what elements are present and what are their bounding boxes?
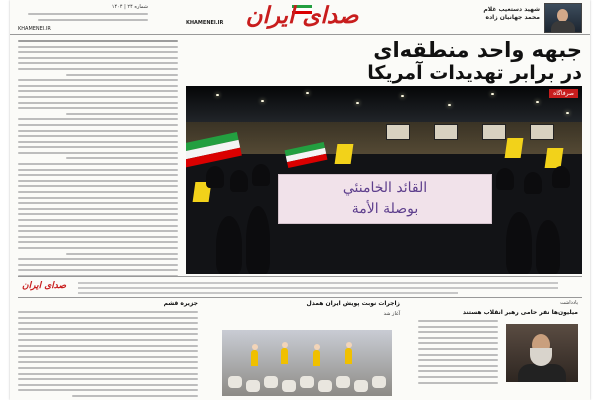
wall-portrait [482,124,506,140]
text-line [18,384,198,386]
text-line [18,40,178,42]
ceiling-light [356,102,359,104]
text-line [18,208,178,210]
yellow-flag-icon [335,144,354,164]
text-line [18,247,178,249]
ceiling-light [566,112,569,114]
text-line [18,130,178,132]
text-line [418,326,498,328]
person-figure [313,350,320,366]
text-line [418,365,498,367]
issue-info: شماره ۲۴ | ۱۴۰۴ [111,4,148,10]
person-figure [281,348,288,364]
banner-line-1: القائد الخامنئي [342,180,428,196]
martyr-portrait [544,3,582,33]
website-label: KHAMENEI.IR [186,20,224,26]
text-line [72,395,198,397]
headline-line-1: جبهه واحد منطقه‌ای [373,38,582,62]
aid-package [318,380,332,392]
ceiling-light [401,95,404,97]
caption-line [78,292,458,294]
masthead-info [18,4,148,24]
text-line [18,264,178,266]
article-subtitle: آغاز شد [383,311,400,317]
crowd-figure [246,206,270,274]
text-line [18,102,178,104]
text-line [18,79,178,81]
text-line [18,68,178,70]
tribute-title: محمد جهانیان زاده [485,14,540,21]
person-figure [345,348,352,364]
ceiling-light [536,101,539,103]
aid-package [282,380,296,392]
text-line [18,373,198,375]
ceiling-light [306,92,309,94]
text-line [18,361,198,363]
ceiling-light [261,100,264,102]
main-headline [182,38,582,85]
caption-line [78,287,558,289]
main-photo [186,86,582,274]
aid-package [264,376,278,388]
crowd-figure [552,166,570,188]
text-line [18,225,178,227]
article-title: میلیون‌ها نفر حامی رهبر انقلاب هستند [462,309,578,316]
text-line [18,62,178,64]
person-figure [251,350,258,366]
ceiling-light [491,93,494,95]
text-line [18,185,178,187]
cleric-portrait [506,324,578,382]
text-line [18,152,178,154]
text-line [18,202,178,204]
protest-banner [278,174,492,224]
text-line [66,157,178,159]
photo-ceiling [186,86,582,126]
text-line [18,350,198,352]
text-line [18,322,198,324]
masthead [10,0,590,35]
text-line [18,90,178,92]
text-line [18,163,178,165]
article-kicker: یادداشت [560,300,578,306]
text-line [18,219,178,221]
text-line [18,356,198,358]
wall-portrait [530,124,554,140]
text-line [18,174,178,176]
text-line [18,124,178,126]
text-line [18,258,178,260]
text-line [18,57,178,59]
text-line [66,113,178,115]
caption-strip [18,276,582,298]
text-line [18,389,198,391]
article-title: زاجرات نوبت پویش ایران همدل [306,300,400,307]
text-line [18,367,198,369]
crowd-figure [252,164,270,186]
left-article-column [18,40,178,272]
text-line [18,328,198,330]
text-line [18,107,178,109]
crowd-figure [230,170,248,192]
text-line [18,135,178,137]
text-line [66,74,178,76]
text-line [418,354,498,356]
text-line [18,146,178,148]
aid-package [228,376,242,388]
text-line [418,348,498,350]
text-line [18,169,178,171]
wall-portrait [386,124,410,140]
social-handle: KHAMENEI.IR [18,26,51,32]
masthead-tribute [460,6,540,22]
article-body [418,320,498,384]
aid-package [300,376,314,388]
yellow-flag-icon [505,138,524,158]
newspaper-logo [232,2,372,32]
photo-tag: صرفاگاه [549,89,578,98]
text-line [18,180,178,182]
crowd-figure [206,166,224,188]
text-line [18,333,198,335]
strip-logo: صدای ایران [22,281,67,291]
aid-package [246,380,260,392]
article-title: جزیره قشم [163,300,198,307]
text-line [18,191,178,193]
portrait-garb [551,21,575,32]
logo-text: صدای ایران [245,2,359,29]
text-line [18,236,178,238]
text-line [18,46,178,48]
text-line [418,382,498,384]
newspaper-page [10,0,590,400]
text-line [18,230,178,232]
caption-line [78,282,558,284]
text-line [18,96,178,98]
crowd-figure [216,216,242,274]
text-line [18,51,178,53]
aid-package [336,376,350,388]
text-line [18,197,178,199]
text-line [18,85,178,87]
bottom-left-column [18,300,198,400]
crowd-figure [536,220,560,274]
aid-package [372,376,386,388]
text-line [418,331,498,333]
banner-line-2: بوصلة الأمة [351,201,419,217]
text-line [18,269,178,271]
text-line [18,378,198,380]
bottom-section [18,300,582,400]
text-line [18,317,198,319]
text-line [66,253,178,255]
tribute-kicker: شهید دستغیب غلام [483,6,540,13]
info-line [28,13,148,15]
text-line [18,311,198,313]
yellow-flag-icon [545,148,564,168]
text-line [18,141,178,143]
info-line [38,19,148,21]
text-line [18,339,198,341]
text-line [418,376,498,378]
crowd-figure [524,172,542,194]
aid-package [354,380,368,392]
text-line [18,241,178,243]
wall-portrait [434,124,458,140]
ceiling-light [216,94,219,96]
text-line [418,337,498,339]
portrait-robe [518,364,566,382]
text-line [18,345,198,347]
headline-line-2: در برابر تهدیدات آمریکا [367,62,582,84]
text-line [18,118,178,120]
text-line [418,370,498,372]
text-line [18,213,178,215]
text-line [418,320,498,322]
text-line [418,359,498,361]
crowd-figure [506,212,532,274]
crowd-figure [496,168,514,190]
aid-packages-photo [222,330,392,396]
text-line [418,342,498,344]
ceiling-light [448,104,451,106]
